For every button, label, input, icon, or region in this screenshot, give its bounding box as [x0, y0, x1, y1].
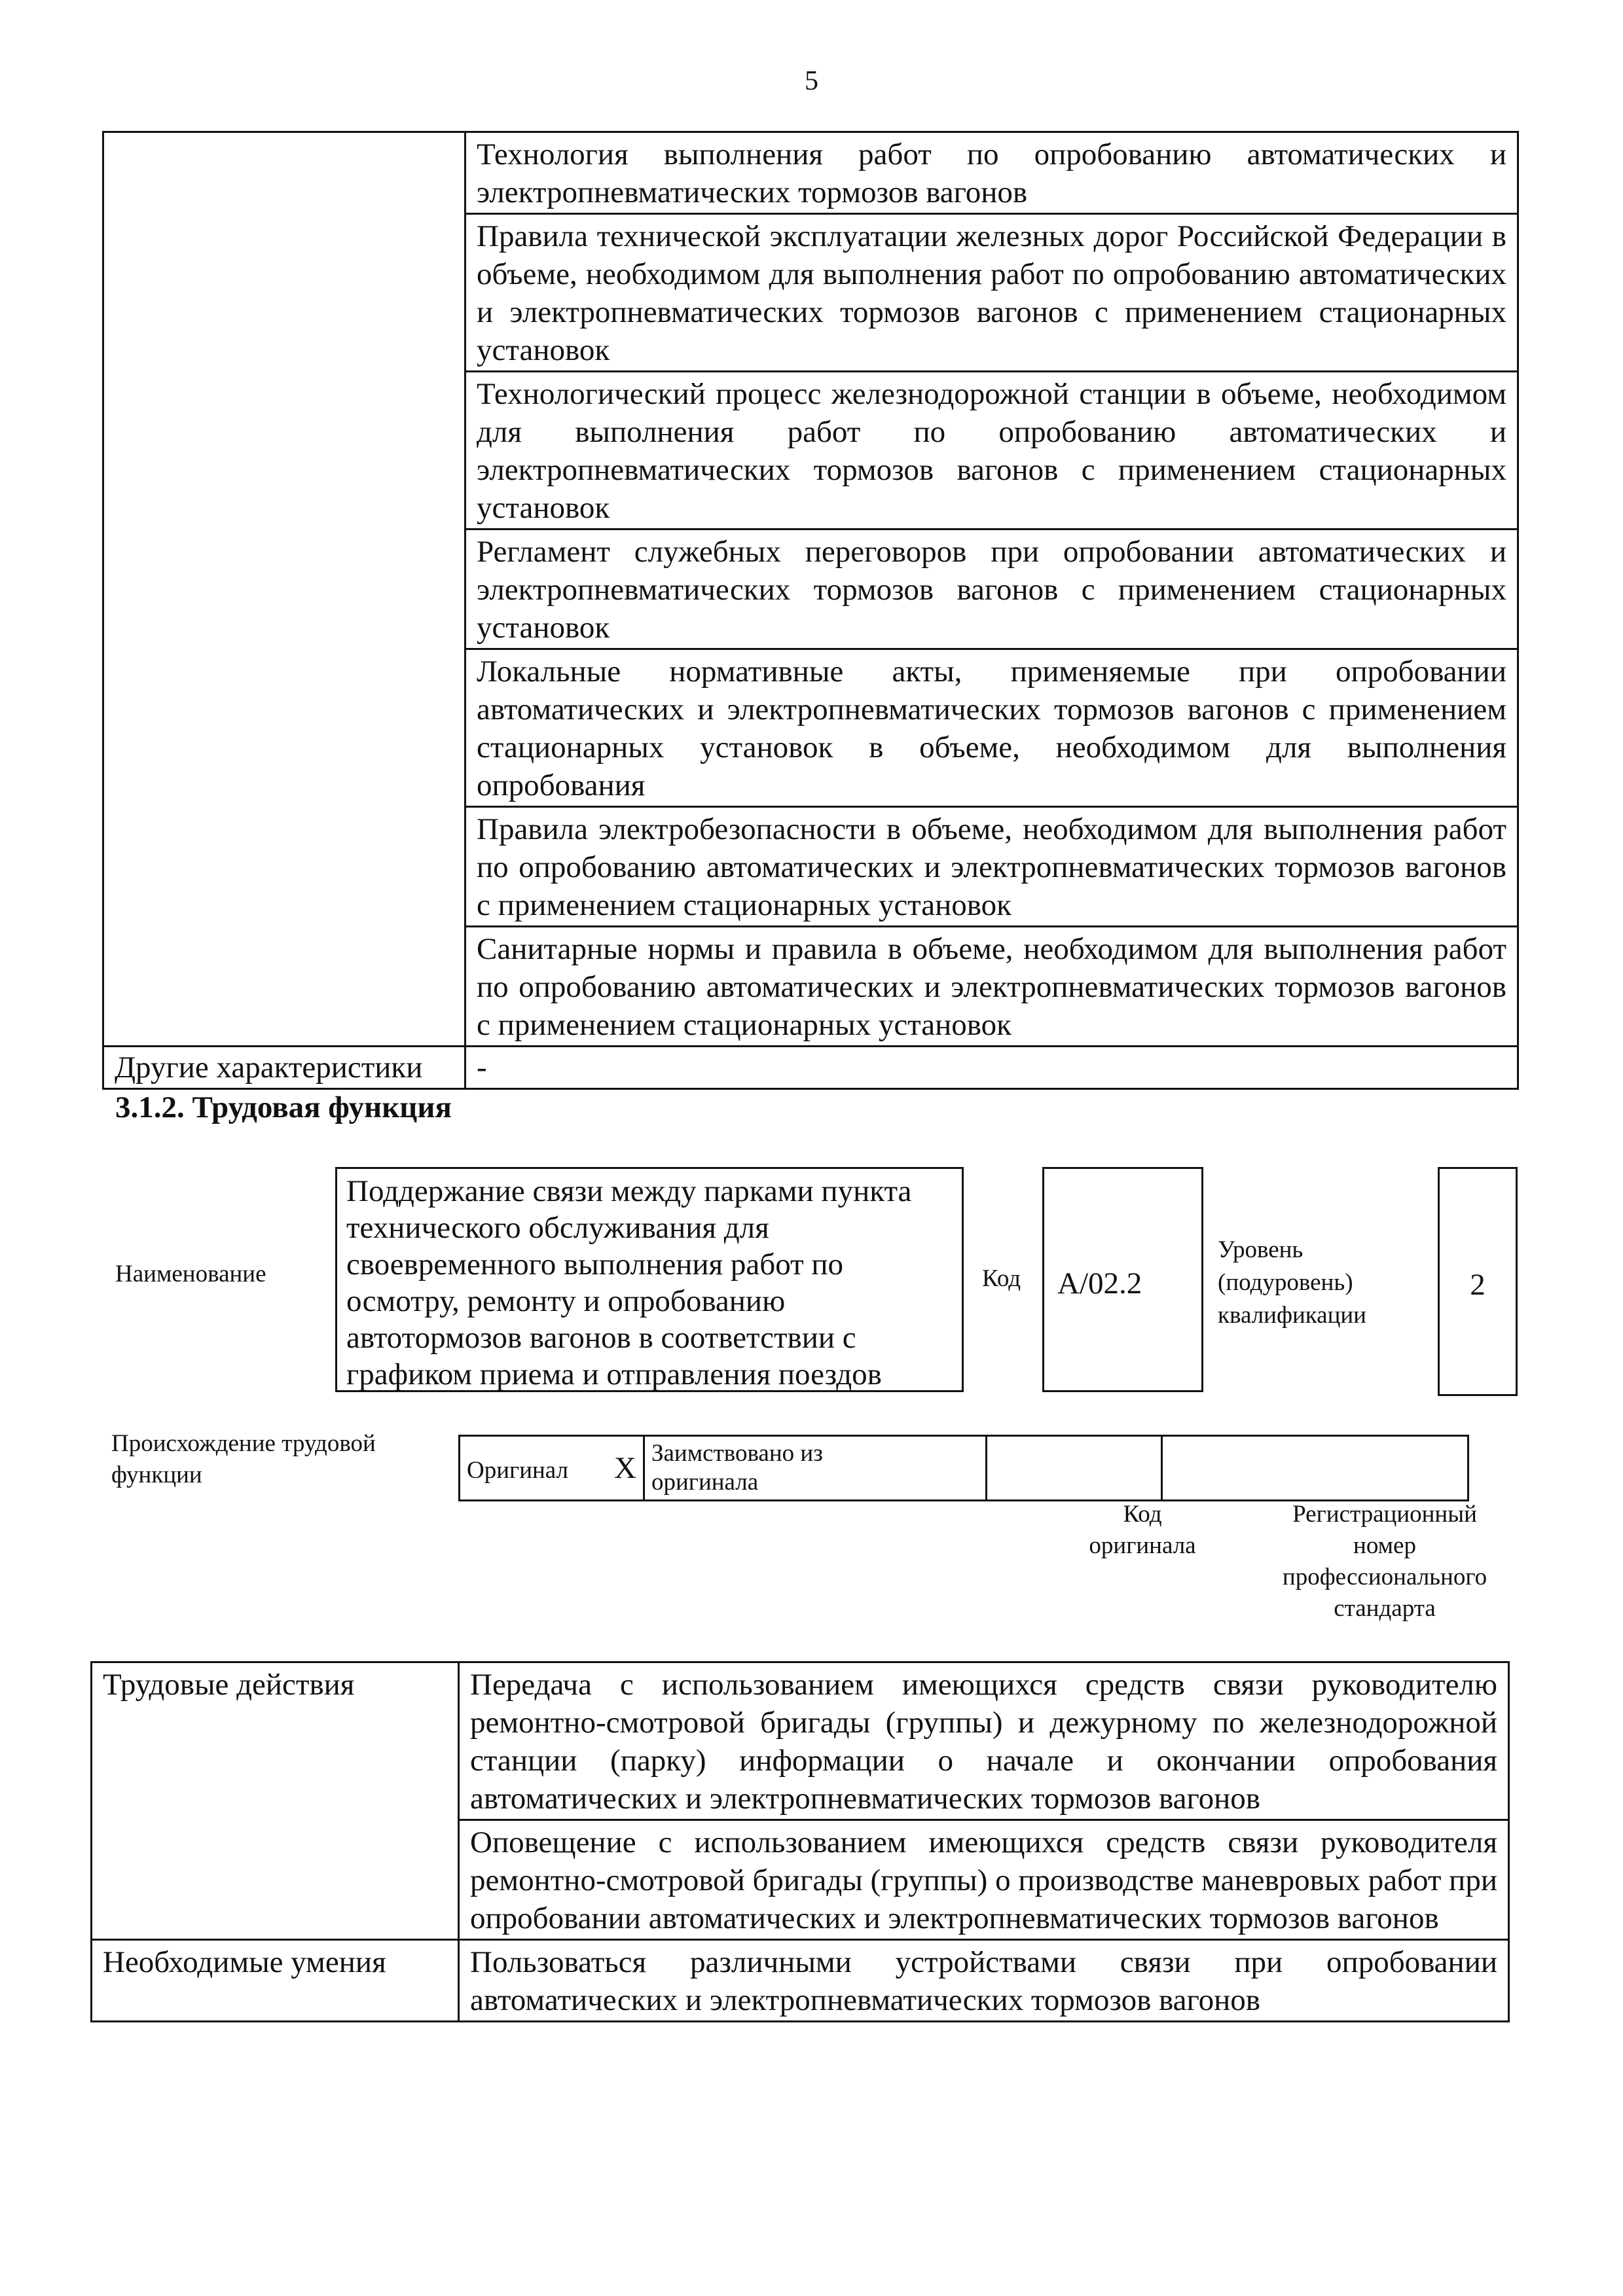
original-label: Оригинал [467, 1457, 569, 1484]
knowledge-item: Технологический процесс железнодорожной станции в объеме, необходимом для выполнения работ по опробованию автоматических и электропневматических тормозов вагонов с применением стационарных установок [465, 372, 1518, 529]
registration-number-cell [1161, 1436, 1468, 1501]
page-number: 5 [805, 66, 818, 96]
original-cell [460, 1436, 644, 1501]
skills-label: Необходимые умения [92, 1940, 459, 2022]
origin-label: Происхождение трудовой функции [111, 1430, 376, 1488]
section-title: 3.1.2. Трудовая функция [115, 1090, 452, 1124]
actions-label: Трудовые действия [92, 1662, 459, 1940]
knowledge-table [102, 131, 1519, 1090]
original-code-cell [986, 1436, 1161, 1501]
knowledge-label-cell [103, 132, 465, 1047]
other-characteristics-value: - [465, 1047, 1518, 1089]
name-label: Наименование [115, 1261, 266, 1287]
code-label: Код [982, 1265, 1021, 1292]
code-value-box: А/02.2 [1042, 1167, 1203, 1392]
original-mark: X [614, 1451, 636, 1485]
knowledge-item: Технология выполнения работ по опробованию автоматических и электропневматических тормозов вагонов [465, 132, 1518, 214]
level-label: Уровень (подуровень) квалификации [1218, 1236, 1366, 1329]
level-value-box: 2 [1438, 1167, 1518, 1396]
origin-table [458, 1435, 1469, 1501]
registration-number-caption: Регистрационный номер профессионального стандарта [1282, 1501, 1487, 1622]
original-code-caption: Код оригинала [1089, 1501, 1196, 1559]
knowledge-item: Санитарные нормы и правила в объеме, необходимом для выполнения работ по опробованию автоматических и электропневматических тормозов вагонов с применением стационарных установок [465, 927, 1518, 1047]
function-name-box: Поддержание связи между парками пункта технического обслуживания для своевременного выполнения работ по осмотру, ремонту и опробованию автотормозов вагонов в соответствии с графиком приема и отправления поездов [335, 1167, 964, 1392]
skill-item: Пользоваться различными устройствами связи при опробовании автоматических и электропневматических тормозов вагонов [459, 1940, 1509, 2022]
knowledge-item: Локальные нормативные акты, применяемые при опробовании автоматических и электропневматических тормозов вагонов с применением стационарных установок в объеме, необходимом для выполнения опробования [465, 649, 1518, 807]
knowledge-item: Регламент служебных переговоров при опробовании автоматических и электропневматических тормозов вагонов с применением стационарных установок [465, 529, 1518, 649]
action-item: Оповещение с использованием имеющихся средств связи руководителя ремонтно-смотровой бригады (группы) о производстве маневровых работ при опробовании автоматических и электропневматических тормозов вагонов [459, 1820, 1509, 1940]
other-characteristics-label: Другие характеристики [103, 1047, 465, 1089]
borrowed-cell: Заимствовано из оригинала [644, 1436, 986, 1501]
knowledge-item: Правила технической эксплуатации железных дорог Российской Федерации в объеме, необходимом для выполнения работ по опробованию автоматических и электропневматических тормозов вагонов с применением стационарных установок [465, 214, 1518, 372]
action-item: Передача с использованием имеющихся средств связи руководителю ремонтно-смотровой бригады (группы) и дежурному по железнодорожной станции (парку) информации о начале и окончании опробования автоматических и электропневматических тормозов вагонов [459, 1662, 1509, 1820]
actions-table [90, 1661, 1510, 2022]
knowledge-item: Правила электробезопасности в объеме, необходимом для выполнения работ по опробованию автоматических и электропневматических тормозов вагонов с применением стационарных установок [465, 807, 1518, 927]
